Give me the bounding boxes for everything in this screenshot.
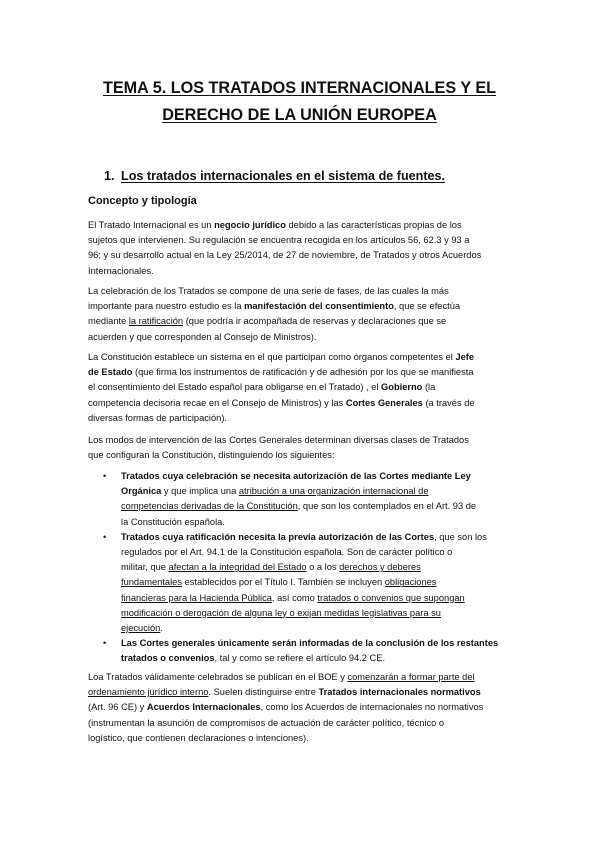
bold-term: manifestación del consentimiento	[244, 301, 394, 312]
paragraph-2: La celebración de los Tratados se compone de una serie de fases, de las cuales la más importante para nuestro estudio es la manifestación del consentimiento, que se efectúa mediante la ratificación (que podría ir acompañada de reservas y declaraciones que se acuerden y que corresponden al Consejo de Ministros).	[88, 286, 461, 342]
section-heading	[104, 169, 445, 183]
bullet-icon: •	[103, 471, 107, 481]
bold-term: negocio jurídico	[214, 220, 286, 230]
list-item: • Tratados cuya celebración se necesita autorización de las Cortes mediante Ley Orgánica y que implica una atribución a una organización internacional de competencias derivadas de la Constitución, que son los contemplados en el Art. 93 de la Constitución española.	[103, 471, 477, 527]
section-title: Los tratados internacionales en el sistema de fuentes.	[121, 169, 446, 183]
paragraph-1: El Tratado Internacional es un negocio jurídico debido a las características propias de los sujetos que intervienen. Su regulación se encuentra recogida en los artículos 56, 62.3 y 93 a 96; y su desarrollo actual en la Ley 25/2014, de 27 de noviembre, de Tratados y otros Acuerdos Internacionales.	[88, 220, 482, 276]
list-item: • Tratados cuya ratificación necesita la previa autorización de las Cortes, que son los regulados por el Art. 94.1 de la Constitución española. Son de carácter político o militar, que afectan a la integridad del Estado o a los derechos y deberes fundamentales establecidos por el Título I. También se incluyen obligaciones financieras para la Hacienda Pública, así como tratados o convenios que supongan modificación o derogación de alguna ley o exijan medidas legislativas para su ejecución.	[103, 531, 487, 633]
section-number: 1.	[104, 169, 115, 183]
list-item: • Las Cortes generales únicamente serán informadas de la conclusión de los restantes tratados o convenios, tal y como se refiere el artículo 94.2 CE.	[103, 638, 499, 664]
bullet-list	[88, 469, 528, 666]
subsection-heading: Concepto y tipología	[88, 195, 197, 207]
paragraph-5: Loa Tratados válidamente celebrados se publican en el BOE y comenzarán a formar parte del ordenamiento jurídico interno. Suelen distinguirse entre Tratados internacionales normativos (Art. 96 CE) y Acuerdos Internacionales, como los Acuerdos de internacionales no normativos (instrumentan la asunción de compromisos de actuación de carácter político, técnico o logístico, que contienen declaraciones o intenciones).	[88, 672, 484, 743]
page-title	[40, 75, 559, 129]
bullet-icon: •	[103, 638, 107, 649]
title-line-1: TEMA 5. LOS TRATADOS INTERNACIONALES Y EL	[102, 79, 497, 97]
title-line-2: DERECHO DE LA UNIÓN EUROPEA	[162, 106, 437, 124]
paragraph-3: La Constitución establece un sistema en el que participan como órganos competentes el Jefe de Estado (que firma los instrumentos de ratificación y de adhesión por los que se manifiesta el consentimiento del Estado español para obligarse en el Tratado) , el Gobierno (la competencia decisoria recae en el Consejo de Ministros) y las Cortes Generales (a través de diversas formas de participación).	[88, 352, 475, 423]
paragraph-4: Los modos de intervención de las Cortes Generales determinan diversas clases de Tratados que configuran la Constitución, distinguiendo los siguientes:	[88, 435, 469, 461]
bullet-icon: •	[103, 531, 107, 542]
underlined-term: la ratificación	[128, 316, 184, 327]
